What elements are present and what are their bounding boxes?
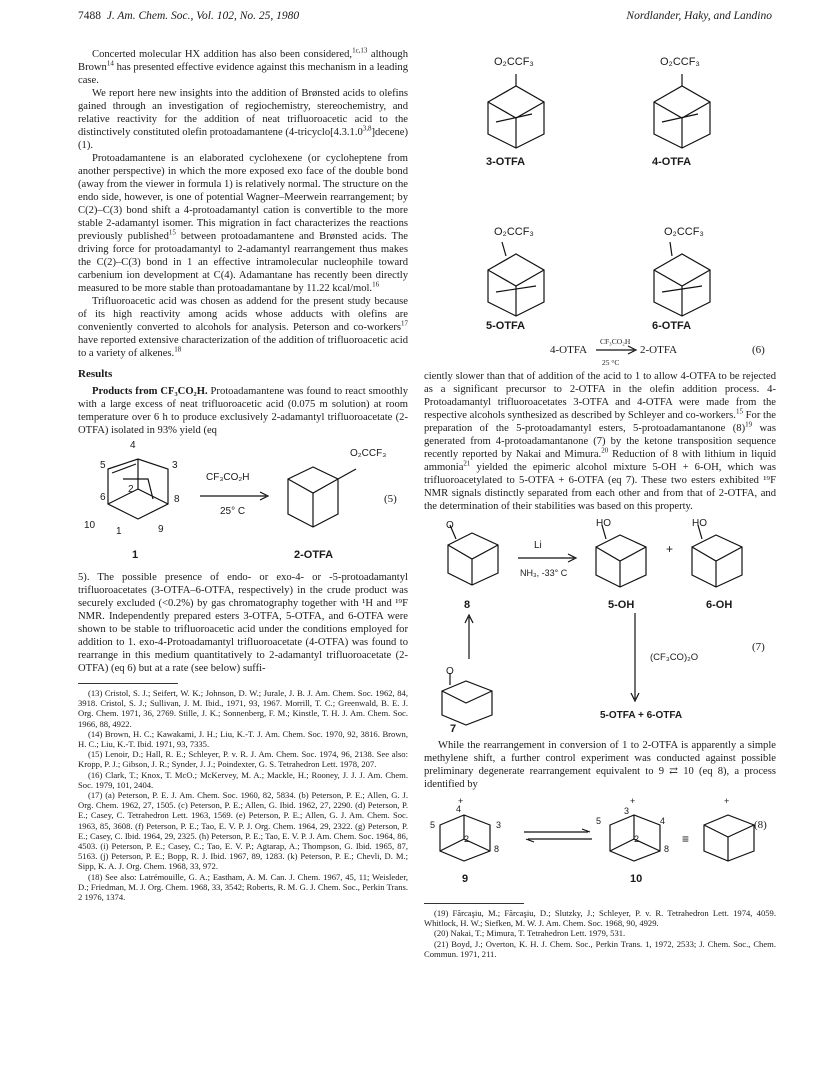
footnote-rule [78,683,178,684]
left-column [78,48,408,902]
ketone-8-structure [442,523,512,593]
footnote-rule [424,903,524,904]
equilibrium-arrows [524,829,594,843]
footnote: (21) Boyd, J.; Overton, K. H. J. Chem. Soc., Perkin Trans. 1, 1972, 2533; J. Chem. Soc., Chem. Commun. 1971, 211. [424,938,776,959]
footnote: (20) Nakai, T.; Mimura, T. Tetrahedron Lett. 1979, 531. [434,928,626,939]
footnote: (18) See also: Latrémouille, G. A.; Eastham, A. M. Can. J. Chem. 1967, 45, 11; Weisleder, D.; Friedman, M. J. Org. Chem. 1968, 33, 3542; Roberts, R. M. G. J. Chem. Soc., Perkin Trans. 2 1976, 1374. [78,871,408,903]
equation-5-scheme: 4 5 3 6 2 8 10 1 9 CF₃CO₂H 25° C O₂CCF₃ (5) 1 2-OTFA [84,440,397,561]
section-heading: Results [78,368,113,380]
footnote: (19) Fărcaşiu, M.; Fărcaşiu, D.; Slutzky, J.; Schleyer, P. v. R. Tetrahedron Lett. 1974, 4059. Whitlock, H. W.; Siefken, M. W. J. Am. Chem. Soc. 1968, 90, 4929. [424,908,776,929]
footnote: (16) Clark, T.; Knox, T. McO.; McKervey, M. A.; Mackle, H.; Rooney, J. J. J. Am. Chem. Soc. 1979, 101, 2404. [78,769,408,790]
journal-citation: J. Am. Chem. Soc., Vol. 102, No. 25, 1980 [106,10,300,22]
footnote: (13) Cristol, S. J.; Seifert, W. K.; Johnson, D. W.; Jurale, J. B. J. Am. Chem. Soc. 1962, 84, 3918. Cristol, S. J.; Sullivan, J. M. Ibid., 1971, 93, 1967. Morrill, T. C.; Greenwald, B. E. J. Org. Chem. 1971, 36, 2769. Stille, J. K.; Sonnenberg, F. M.; Kinstle, T. H. J. Am. Chem. Soc. 1966, 88, 4922. [78,688,408,729]
6-oh-structure [686,525,756,595]
5-otfa-structure [476,242,556,322]
footnote: (15) Lenoir, D.; Hall, R. E.; Schleyer, P. v. R. J. Am. Chem. Soc. 1974, 96, 2138. See also: Kropp, P. J.; Gibson, J. R.; Synder, J. J.; Poindexter, G. S. Tetrahedron Lett. 1978, 207. [78,749,408,770]
reaction-arrow-up [464,615,474,659]
reaction-arrow [518,553,578,563]
right-column: O₂CCF₃ O₂CCF₃ 3-OTFA 4-OTFA O₂CCF₃ O₂CCF₃ 5-OTFA 6-OTFA 4-OTFA CF₃CO₂H 25 °C 2-OTFA (6) ciently slower than that of addition of the acid to 1 to allow 4-OTFA to be rejected as a significant precursor to 2-OTFA in the olefin addition process. 4-Protoadamantyl trifluoroacetates 3-OTFA and 4-OTFA were made from the respective alcohols synthesized as described by Schleyer and co-workers.$^{15}$ For the preparation of the 5-protoadamantyl esters, 5-protoadamantanone $(8)^{19}$ was generated from 4-protoadamantanone (7) by the ketone transposition sequence recently reported by Nakai and Mimura.$^{20}$ Reduction of 8 with lithium in liquid ammonia$^{21}$ yielded the epimeric alcohol mixture 5-OH + 6-OH, which was trifluoroacetylated to 5-OTFA + 6-OTFA (eq 7). These two esters exhibited ¹⁹F NMR signals distinctly separated from each other and from that of 2-OTFA, and the determination of their stabilities was based on this property. O Li NH₃, -33° C HO + HO 8 5-OH 6-OH (CF₃CO)₂O (7) O 5-OTFA + 6-OTFA 7 While the rearrangement in conversion of 1 to 2-OTFA is apparently a simple methylene shift, a further control experiment was conducted against possible preliminary degenerate rearrangement equivalent to 9 ⇄ 10 (eq 8), a process identified by + 5 4 3 2 8 + 5 3 4 2 8 ≡ + (8) 9 10 (19) Fărcaşiu, M.; Fărcaşiu, D.; Slutzky, J.; Schleyer, P. v. R. Tetrahedron Lett. 1974, 4059. Whitlock, H. W.; Siefken, M. W. J. Am. Chem. Soc. 1968, 90, 4929. (20) Nakai, T.; Mimura, T. Tetrahedron Lett. 1979, 531. (21) Boyd, J.; Overton, K. H. J. Chem. Soc., Perkin Trans. 1, 1972, 2533; J. Chem. Soc., Chem. Commun. 1971, 211. [424,56,776,959]
equation-7-scheme: O Li NH₃, -33° C HO + HO 8 5-OH 6-OH (CF₃CO)₂O (7) O 5-OTFA + 6-OTFA [424,513,776,723]
reaction-arrow-down [630,613,640,703]
adamantyl-product-structure [278,459,358,539]
paragraph: We report here new insights into the addition of Brønsted acids to olefins gained through an investigation of regiochemistry, stereochemistry, and relative reactivity for the addition of neat trifluoroacetic acid to the distinctively constituted olefin protoadamantene (4-tricyclo[4.3.1.0$^{3,8}$]decene) (1). [78,88,408,151]
equation-8-scheme: + 5 4 3 2 8 + 5 3 4 2 8 ≡ + (8) 9 10 [430,796,767,885]
cation-10b-structure [698,807,768,867]
running-header-authors: Nordlander, Haky, and Landino [626,10,772,22]
paragraph: Products from CF₃CO₂H. Protoadamantene was found to react smoothly with a large excess of neat trifluoroacetic acid (0.075 m solution) at room temperature over 6 h to produce exclusively 2-adamantyl trifluoroacetate (2-OTFA) isolated in 93% yield (eq [78,386,408,436]
4-otfa-structure [642,74,722,154]
footnotes-right [424,908,776,959]
footnote: (17) (a) Peterson, P. E. J. Am. Chem. Soc. 1960, 82, 5834. (b) Peterson, P. E.; Allen, G. J. Org. Chem. 1962, 27, 1505. (c) Peterson, P. E.; Allen, G. Ibid. 1962, 27, 2290. (d) Peterson, P. E.; Casey, C. Tetrahedron Lett. 1963, 1569. (e) Peterson, P. E.; Allen, G. J. Am. Chem. Soc. 1963, 85, 3608. (f) Peterson, P. E.; Tao, E. V. P. J. Org. Chem. 1964, 29, 2322. (g) Peterson, P. E.; Casey, C. Ibid. 1964, 29, 2325. (h) Peterson, P. E.; Tao, E. V. P. J. Am. Chem. Soc. 1964, 86, 4503. (i) Peterson, P. E.; Casey, C.; Tao, E. V. P.; Agtarap, A.; Thompson, G. Ibid. 1965, 87, 5163. (j) Peterson, P. E.; Bopp, R. J. Ibid. 1967, 89, 1283. (k) Peterson, P. E.; Chevli, D. M.; Sipp, K. A. J. Org. Chem. 1968, 33, 972. [78,790,408,872]
reaction-arrow [596,345,636,355]
footnotes-left [78,688,408,902]
paragraph: Concerted molecular HX addition has also been considered,$^{1c,13}$ although Brown$^{14}$ has presented effective evidence against this mechanism in a leading case. [78,46,408,86]
footnote: (14) Brown, H. C.; Kawakami, J. H.; Liu, K.-T. J. Am. Chem. Soc. 1970, 92, 3816. Brown, H. C.; Liu, K.-T. Ibid. 1971, 93, 7335. [78,728,408,750]
paragraph: Protoadamantene is an elaborated cyclohexene (or cycloheptene from another perspective) in which the more exposed exo face of the double bond (away from the viewer in formula 1) is relatively normal. The structure on the endo side, however, is one of potential Wagner–Meerwein rearrangement; by C(2)–C(3) bond shift a 4-protoadamantyl cation is convertible to the more stable 2-adamantyl isomer. This migration in fact characterizes the reactions previously published$^{15}$ between protoadamantene and Brønsted acids. The driving force for protoadamantyl to 2-adamantyl rearrangement thus makes the C(2)–C(3) bond in 1 an effective intramolecular nucleophile toward carbenium ion development at C(4). Adamantane has recently been directly measured to be more stable than protoadamantane by 11.22 kcal/mol.$^{16}$ [78,153,409,294]
paragraph: 5). The possible presence of endo- or exo-4- or -5-protoadamantyl trifluoroacetates (3-OTFA–6-OTFA, respectively) in the crude product was securely excluded (<0.2%) by gas chromatography together with ¹H and ¹⁹F NMR. Independently prepared esters 3-OTFA, 5-OTFA, and 6-OTFA were shown to be stable to trifluoroacetic acid under the conditions employed for addition to 1. exo-4-Protoadamantyl trifluoroacetate (4-OTFA) was found to rearrange in this medium quantitatively to 2-adamantyl trifluoroacetate (2-OTFA) (eq 6) but at a rate (see below) suffi- [78,572,408,674]
3-otfa-structure [476,74,556,154]
otfa-structures: O₂CCF₃ O₂CCF₃ 3-OTFA 4-OTFA O₂CCF₃ O₂CCF₃ 5-OTFA 6-OTFA 4-OTFA CF₃CO₂H 25 °C 2-OTFA (6) [424,56,776,356]
5-oh-structure [590,525,660,595]
running-header-left [78,10,299,22]
page-number: 7488 [78,10,101,22]
paragraph: ciently slower than that of addition of the acid to 1 to allow 4-OTFA to be rejected as a significant precursor to 2-OTFA in the olefin addition process. 4-Protoadamantyl trifluoroacetates 3-OTFA and 4-OTFA were made from the respective alcohols synthesized as described by Schleyer and co-workers.$^{15}$ For the preparation of the 5-protoadamantyl esters, 5-protoadamantanone $(8)^{19}$ was generated from 4-protoadamantanone (7) by the ketone transposition sequence recently reported by Nakai and Mimura.$^{20}$ Reduction of 8 with lithium in liquid ammonia$^{21}$ yielded the epimeric alcohol mixture 5-OH + 6-OH, which was trifluoroacetylated to 5-OTFA + 6-OTFA (eq 7). These two esters exhibited ¹⁹F NMR signals distinctly separated from each other and from that of 2-OTFA, and the determination of their stabilities was based on this property. [424,371,776,512]
paragraph: While the rearrangement in conversion of 1 to 2-OTFA is apparently a simple methylene shift, a further control experiment was conducted against possible preliminary degenerate rearrangement equivalent to 9 ⇄ 10 (eq 8), a process identified by [424,740,776,790]
6-otfa-structure [642,242,722,322]
paragraph: Trifluoroacetic acid was chosen as addend for the present study because of its high reactivity among acids whose adducts with olefins are conveniently converted to alcohols for analysis. Peterson and co-workers$^{17}$ have reported extensive characterization of the addition of trifluoroacetic acid to a variety of alkenes.$^{18}$ [78,296,408,359]
reaction-arrow [200,491,270,501]
